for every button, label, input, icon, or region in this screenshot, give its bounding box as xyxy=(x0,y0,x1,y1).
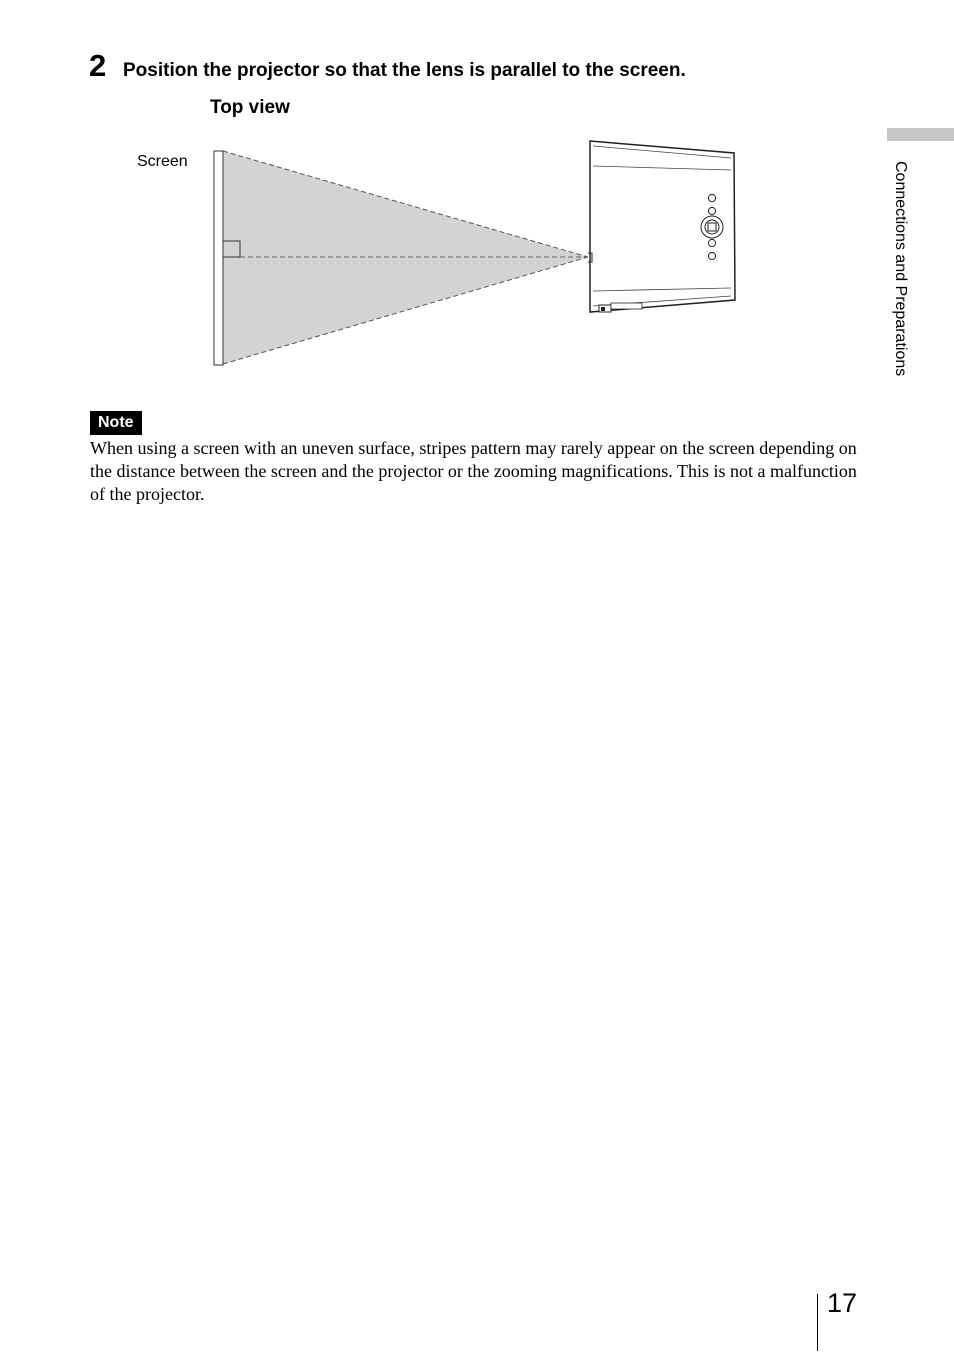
top-view-diagram xyxy=(200,130,760,380)
section-tab-marker xyxy=(887,128,954,141)
page-number-rule xyxy=(817,1294,818,1351)
screen-label: Screen xyxy=(137,153,188,170)
page-number: 17 xyxy=(827,1288,858,1318)
projector-top-view xyxy=(588,141,735,312)
section-label: Connections and Preparations xyxy=(892,161,909,377)
note-text: When using a screen with an uneven surface, stripes pattern may rarely appear on the screen depending on the distance between the screen and the projector or the zooming magnifications. This is not a malfunction of the projector. xyxy=(90,438,857,504)
step-number: 2 xyxy=(89,48,107,83)
note-badge: Note xyxy=(90,411,142,435)
screen-panel xyxy=(214,151,223,365)
step-instruction: Position the projector so that the lens is parallel to the screen. xyxy=(123,60,686,81)
projection-beam xyxy=(223,151,588,364)
figure-caption: Top view xyxy=(210,97,290,118)
